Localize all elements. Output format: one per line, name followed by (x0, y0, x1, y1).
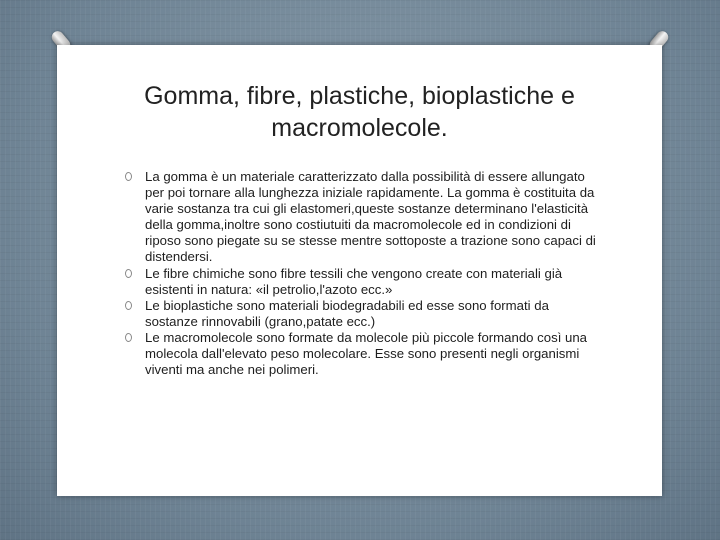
bullet-text: La gomma è un materiale caratterizzato dalla possibilità di essere allungato per poi tornare alla lunghezza iniziale rapidamente. La gomma è costituita da varie sostanza tra cui gli elastomeri,queste sostanze determinano l'elasticità della gomma,inoltre sono costiutuiti da macromolecole ed in condizioni di riposo sono piegate su se stesse mentre sottoposte a trazione sono capaci di distendersi. (145, 169, 596, 265)
bullet-text: Le bioplastiche sono materiali biodegradabili ed esse sono formati da sostanze rinnovabili (grano,patate ecc.) (145, 297, 549, 329)
bullet-list (125, 169, 605, 378)
slide-title-line-2: macromolecole. (271, 114, 448, 142)
hollow-circle-bullet-icon (125, 301, 132, 310)
hollow-circle-bullet-icon (125, 333, 132, 342)
bullet-text: Le macromolecole sono formate da molecole più piccole formando così una molecola dall'elevato peso molecolare. Esse sono presenti negli organismi viventi ma anche nei polimeri. (145, 329, 588, 378)
bullet-text: Le fibre chimiche sono fibre tessili che vengono create con materiali già esistenti in natura: «il petrolio,l'azoto ecc.» (145, 265, 563, 297)
hollow-circle-bullet-icon (125, 172, 132, 181)
bullet-item (125, 298, 605, 330)
slide-card (57, 45, 662, 496)
bullet-item (125, 330, 605, 378)
hollow-circle-bullet-icon (125, 269, 132, 278)
slide-title-line-1: Gomma, fibre, plastiche, bioplastiche e (144, 82, 575, 110)
slide-title (57, 80, 662, 144)
bullet-item (125, 266, 605, 298)
bullet-item (125, 169, 605, 266)
